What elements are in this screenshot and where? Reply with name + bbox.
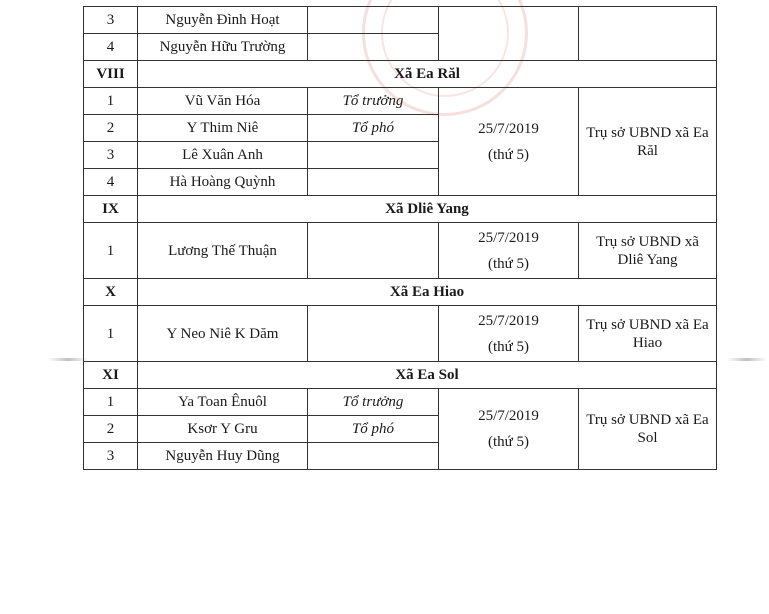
section-header-row bbox=[84, 279, 717, 306]
member-name: Nguyễn Huy Dũng bbox=[138, 443, 308, 470]
table-row bbox=[84, 88, 717, 115]
section-title: Xã Ea Hiao bbox=[138, 279, 717, 306]
member-name: Ya Toan Ênuôl bbox=[138, 389, 308, 416]
location-cell bbox=[579, 7, 717, 61]
member-name: Hà Hoàng Quỳnh bbox=[138, 169, 308, 196]
member-role: Tổ trưởng bbox=[308, 389, 439, 416]
member-role: Tổ trưởng bbox=[308, 88, 439, 115]
section-header-row bbox=[84, 362, 717, 389]
row-number: 1 bbox=[84, 88, 138, 115]
member-name: Nguyễn Hữu Trường bbox=[138, 34, 308, 61]
meeting-date: 25/7/2019 bbox=[478, 229, 539, 246]
date-cell bbox=[439, 88, 579, 196]
row-number: 4 bbox=[84, 34, 138, 61]
table-row bbox=[84, 223, 717, 279]
meeting-date: 25/7/2019 bbox=[478, 312, 539, 329]
punch-mark-right bbox=[727, 358, 767, 361]
row-number: 2 bbox=[84, 115, 138, 142]
member-role bbox=[308, 7, 439, 34]
member-name: Lê Xuân Anh bbox=[138, 142, 308, 169]
section-roman: VIII bbox=[84, 61, 138, 88]
section-title: Xã Dliê Yang bbox=[138, 196, 717, 223]
row-number: 3 bbox=[84, 142, 138, 169]
member-name: Y Neo Niê K Dăm bbox=[138, 306, 308, 362]
section-roman: X bbox=[84, 279, 138, 306]
member-role bbox=[308, 169, 439, 196]
date-cell bbox=[439, 306, 579, 362]
member-name: Lương Thế Thuận bbox=[138, 223, 308, 279]
section-roman: IX bbox=[84, 196, 138, 223]
section-header-row bbox=[84, 61, 717, 88]
date-cell bbox=[439, 7, 579, 61]
section-title: Xã Ea Sol bbox=[138, 362, 717, 389]
member-role: Tổ phó bbox=[308, 115, 439, 142]
meeting-date: 25/7/2019 bbox=[478, 408, 539, 424]
table-row bbox=[84, 306, 717, 362]
meeting-date: 25/7/2019 bbox=[478, 120, 539, 137]
row-number: 4 bbox=[84, 169, 138, 196]
member-name: Y Thim Niê bbox=[138, 115, 308, 142]
section-header-row bbox=[84, 196, 717, 223]
member-role bbox=[308, 142, 439, 169]
date-cell bbox=[439, 389, 579, 470]
section-roman: XI bbox=[84, 362, 138, 389]
location-cell: Trụ sở UBND xã Dliê Yang bbox=[579, 223, 717, 279]
meeting-day: (thứ 5) bbox=[487, 338, 530, 355]
row-number: 1 bbox=[84, 389, 138, 416]
table-row bbox=[84, 7, 717, 34]
row-number: 2 bbox=[84, 416, 138, 443]
row-number: 3 bbox=[84, 443, 138, 470]
member-name: Vũ Văn Hóa bbox=[138, 88, 308, 115]
member-role bbox=[308, 223, 439, 279]
schedule-table bbox=[83, 6, 717, 470]
meeting-day: (thứ 5) bbox=[487, 146, 530, 163]
member-role bbox=[308, 34, 439, 61]
row-number: 1 bbox=[84, 306, 138, 362]
member-name: Nguyễn Đình Hoạt bbox=[138, 7, 308, 34]
punch-mark-left bbox=[48, 358, 88, 361]
member-role: Tổ phó bbox=[308, 416, 439, 443]
date-cell bbox=[439, 223, 579, 279]
section-title: Xã Ea Răl bbox=[138, 61, 717, 88]
location-cell: Trụ sở UBND xã Ea Hiao bbox=[579, 306, 717, 362]
meeting-day: (thứ 5) bbox=[487, 434, 530, 450]
row-number: 3 bbox=[84, 7, 138, 34]
member-role bbox=[308, 306, 439, 362]
member-role bbox=[308, 443, 439, 470]
meeting-day: (thứ 5) bbox=[487, 255, 530, 272]
member-name: Ksơr Y Gru bbox=[138, 416, 308, 443]
table-row bbox=[84, 389, 717, 416]
location-cell: Trụ sở UBND xã Ea Sol bbox=[579, 389, 717, 470]
location-cell: Trụ sở UBND xã Ea Răl bbox=[579, 88, 717, 196]
row-number: 1 bbox=[84, 223, 138, 279]
